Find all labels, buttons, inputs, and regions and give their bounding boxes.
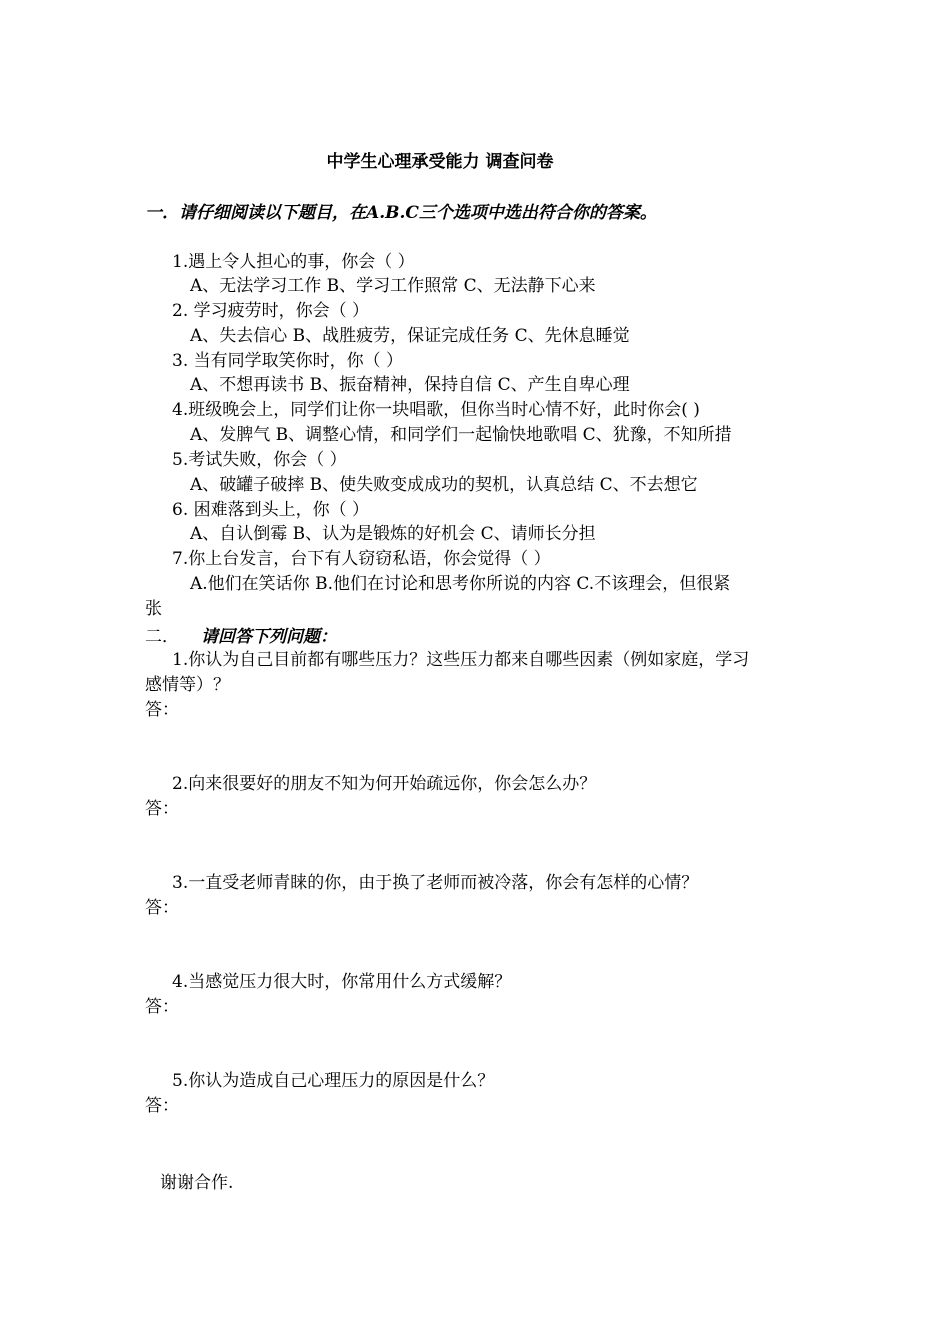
open-question: 4.当感觉压力很大时，你常用什么方式缓解？ — [172, 972, 512, 992]
open-question-wrap: 感情等）？ — [145, 675, 230, 695]
open-question: 3.一直受老师青睐的你，由于换了老师而被冷落，你会有怎样的心情？ — [172, 873, 699, 893]
question-text: 3. 当有同学取笑你时，你（ ） — [172, 351, 404, 371]
question-options-wrap: 张 — [145, 599, 162, 619]
answer-label: 答： — [145, 700, 179, 720]
answer-label: 答： — [145, 997, 179, 1017]
question-text: 5.考试失败，你会（ ） — [172, 450, 347, 470]
question-text: 2. 学习疲劳时，你会（ ） — [172, 301, 370, 321]
question-text: 1.遇上令人担心的事，你会（ ） — [172, 252, 415, 272]
answer-label: 答： — [145, 799, 179, 819]
question-options: A、发脾气 B、调整心情，和同学们一起愉快地歌唱 C、犹豫，不知所措 — [190, 425, 732, 445]
section2-number: 二． — [145, 627, 179, 647]
question-options: A.他们在笑话你 B.他们在讨论和思考你所说的内容 C.不该理会，但很紧 — [190, 574, 731, 594]
question-options: A、无法学习工作 B、学习工作照常 C、无法静下心来 — [190, 276, 596, 296]
open-question: 2.向来很要好的朋友不知为何开始疏远你，你会怎么办？ — [172, 774, 597, 794]
answer-label: 答： — [145, 898, 179, 918]
question-text: 6. 困难落到头上，你（ ） — [172, 500, 370, 520]
thanks-note: 谢谢合作. — [160, 1173, 234, 1193]
open-question: 1.你认为自己目前都有哪些压力？这些压力都来自哪些因素（例如家庭，学习 — [172, 650, 750, 670]
section1-heading: 一．请仔细阅读以下题目，在A.B.C三个选项中选出符合你的答案。 — [145, 203, 657, 223]
page-title: 中学生心理承受能力 调查问卷 — [326, 152, 554, 172]
section2-label: 请回答下列问题： — [201, 627, 337, 647]
answer-label: 答： — [145, 1096, 179, 1116]
section2-heading — [145, 627, 337, 647]
question-options: A、失去信心 B、战胜疲劳，保证完成任务 C、先休息睡觉 — [190, 326, 630, 346]
question-options: A、不想再读书 B、振奋精神，保持自信 C、产生自卑心理 — [190, 375, 630, 395]
question-text: 7.你上台发言，台下有人窃窃私语，你会觉得（ ） — [172, 549, 551, 569]
question-text: 4.班级晚会上，同学们让你一块唱歌，但你当时心情不好，此时你会( ) — [172, 400, 700, 420]
open-question: 5.你认为造成自己心理压力的原因是什么？ — [172, 1071, 495, 1091]
question-options: A、破罐子破摔 B、使失败变成成功的契机，认真总结 C、不去想它 — [190, 475, 698, 495]
question-options: A、自认倒霉 B、认为是锻炼的好机会 C、请师长分担 — [190, 524, 596, 544]
